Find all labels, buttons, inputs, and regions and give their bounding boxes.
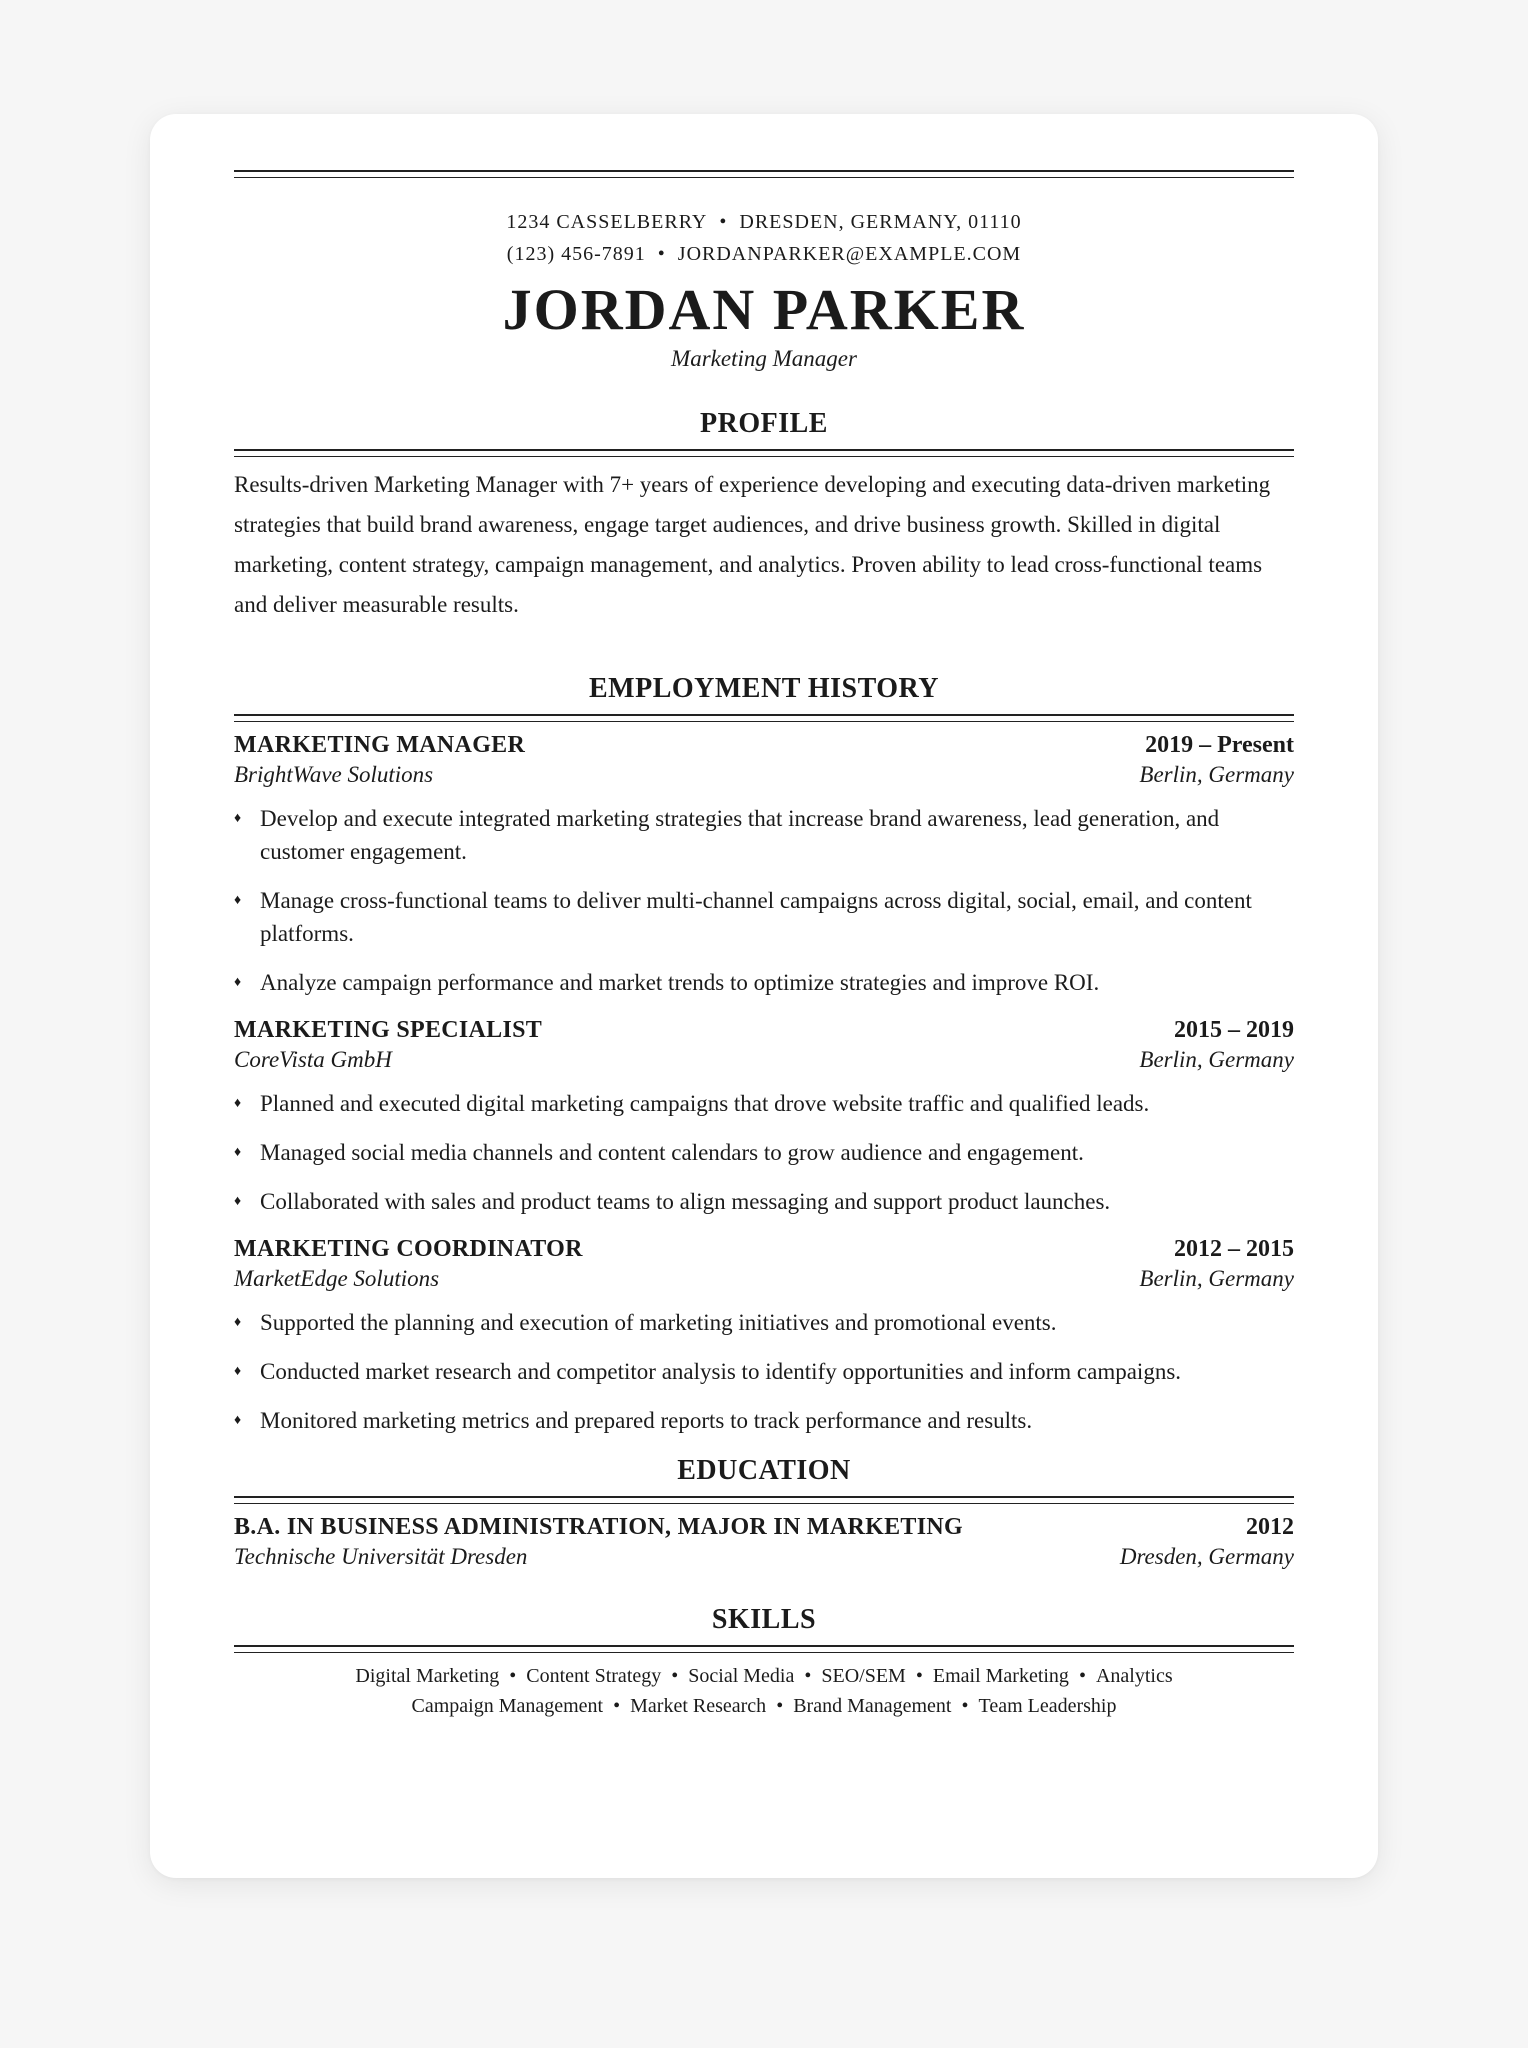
bullet-text: Develop and execute integrated marketing strategies that increase brand awareness, lead generation, and customer engagement. xyxy=(260,806,1220,864)
job-company: CoreVista GmbH xyxy=(234,1047,392,1072)
job-entry xyxy=(234,1017,1294,1218)
section-title-education: EDUCATION xyxy=(677,1455,851,1486)
skill-separator: • xyxy=(509,1665,517,1687)
bullet-text: Manage cross-functional teams to deliver multi-channel campaigns across digital, social, email, and content platforms. xyxy=(260,888,1252,946)
bullet-item xyxy=(234,802,1294,868)
bullet-item xyxy=(234,1404,1294,1437)
bullet-item xyxy=(234,1306,1294,1339)
diamond-bullet-icon: ♦ xyxy=(234,1364,242,1379)
job-header-row xyxy=(234,732,1294,759)
job-entry xyxy=(234,732,1294,999)
contact-city: DRESDEN, GERMANY, 01110 xyxy=(739,211,1022,233)
contact-block xyxy=(234,206,1294,270)
section-rule xyxy=(234,1496,1294,1504)
skill-item: Brand Management xyxy=(793,1695,952,1717)
skill-item: Team Leadership xyxy=(978,1695,1117,1717)
section-rule xyxy=(234,714,1294,722)
diamond-bullet-icon: ♦ xyxy=(234,1194,242,1209)
diamond-bullet-icon: ♦ xyxy=(234,811,242,826)
job-header-row xyxy=(234,1017,1294,1044)
bullet-item xyxy=(234,884,1294,950)
contact-separator: • xyxy=(657,243,666,265)
bullet-item xyxy=(234,966,1294,999)
diamond-bullet-icon: ♦ xyxy=(234,1315,242,1330)
job-title: MARKETING MANAGER xyxy=(234,732,526,758)
skill-separator: • xyxy=(961,1695,969,1717)
education-year: 2012 xyxy=(1246,1514,1294,1540)
job-dates: 2019 – Present xyxy=(1145,732,1294,758)
bullet-text: Conducted market research and competitor analysis to identify opportunities and inform campaigns. xyxy=(260,1359,1182,1384)
employment-section xyxy=(234,673,1294,1437)
skill-item: Analytics xyxy=(1095,1665,1173,1687)
education-header-row xyxy=(234,1514,1294,1541)
job-header-row xyxy=(234,1236,1294,1263)
skill-item: Market Research xyxy=(630,1695,767,1717)
contact-email[interactable]: JORDANPARKER@EXAMPLE.COM xyxy=(677,243,1022,265)
bullet-text: Supported the planning and execution of marketing initiatives and promotional events. xyxy=(260,1310,1057,1335)
contact-address: 1234 CASSELBERRY xyxy=(506,211,708,233)
job-location: Berlin, Germany xyxy=(1139,1266,1294,1291)
education-school: Technische Universität Dresden xyxy=(234,1544,528,1569)
job-title: MARKETING SPECIALIST xyxy=(234,1017,543,1043)
job-dates: 2012 – 2015 xyxy=(1174,1236,1294,1262)
job-company: MarketEdge Solutions xyxy=(234,1266,440,1291)
diamond-bullet-icon: ♦ xyxy=(234,893,242,908)
contact-phone-line xyxy=(234,238,1294,270)
profile-section xyxy=(234,408,1294,625)
section-title-employment: EMPLOYMENT HISTORY xyxy=(588,673,940,704)
section-rule xyxy=(234,1645,1294,1653)
job-company: BrightWave Solutions xyxy=(234,762,434,787)
diamond-bullet-icon: ♦ xyxy=(234,1096,242,1111)
education-degree: B.A. IN BUSINESS ADMINISTRATION, MAJOR IN MARKETING xyxy=(234,1514,963,1540)
education-location: Dresden, Germany xyxy=(1119,1544,1294,1569)
section-title-skills: SKILLS xyxy=(711,1604,817,1635)
bullet-item xyxy=(234,1355,1294,1388)
bullet-text: Analyze campaign performance and market trends to optimize strategies and improve ROI. xyxy=(260,970,1100,995)
job-bullet-list xyxy=(234,802,1294,999)
skill-item: Social Media xyxy=(688,1665,795,1687)
skill-separator: • xyxy=(613,1695,621,1717)
skills-line xyxy=(234,1661,1294,1691)
skills-line xyxy=(234,1691,1294,1721)
bullet-item xyxy=(234,1185,1294,1218)
bullet-text: Monitored marketing metrics and prepared reports to track performance and results. xyxy=(260,1408,1033,1433)
skill-item: Content Strategy xyxy=(526,1665,662,1687)
contact-separator: • xyxy=(719,211,728,233)
job-dates: 2015 – 2019 xyxy=(1174,1017,1294,1043)
section-rule xyxy=(234,449,1294,457)
job-sub-row xyxy=(234,1047,1294,1073)
contact-address-line xyxy=(234,206,1294,238)
skill-separator: • xyxy=(1078,1665,1086,1687)
skill-item: SEO/SEM xyxy=(821,1665,906,1687)
job-sub-row xyxy=(234,1266,1294,1292)
bullet-text: Collaborated with sales and product teams to align messaging and support product launches. xyxy=(260,1189,1111,1214)
skill-separator: • xyxy=(915,1665,923,1687)
bullet-item xyxy=(234,1087,1294,1120)
job-location: Berlin, Germany xyxy=(1139,762,1294,787)
resume-content xyxy=(234,170,1294,1721)
contact-phone[interactable]: (123) 456-7891 xyxy=(506,243,646,265)
resume-page xyxy=(150,114,1378,1878)
job-bullet-list xyxy=(234,1087,1294,1218)
skill-item: Email Marketing xyxy=(932,1665,1069,1687)
diamond-bullet-icon: ♦ xyxy=(234,975,242,990)
skill-separator: • xyxy=(671,1665,679,1687)
education-sub-row xyxy=(234,1544,1294,1570)
skill-item: Campaign Management xyxy=(411,1695,604,1717)
education-section xyxy=(234,1455,1294,1570)
candidate-role: Marketing Manager xyxy=(671,346,857,371)
skill-separator: • xyxy=(776,1695,784,1717)
candidate-name: JORDAN PARKER xyxy=(502,277,1026,342)
skill-item: Digital Marketing xyxy=(355,1665,500,1687)
bullet-text: Managed social media channels and content calendars to grow audience and engagement. xyxy=(260,1140,1084,1165)
section-title-profile: PROFILE xyxy=(700,408,828,439)
diamond-bullet-icon: ♦ xyxy=(234,1145,242,1160)
job-location: Berlin, Germany xyxy=(1139,1047,1294,1072)
diamond-bullet-icon: ♦ xyxy=(234,1413,242,1428)
jobs-list xyxy=(234,732,1294,1437)
skill-separator: • xyxy=(804,1665,812,1687)
profile-text: Results-driven Marketing Manager with 7+ years of experience developing and executing data-driven marketing strategies that build brand awareness, engage target audiences, and drive business growth. Skilled in digital marketing, content strategy, campaign management, and analytics. Proven ability to lead cross-functional teams and deliver measurable results. xyxy=(234,472,1271,617)
job-entry xyxy=(234,1236,1294,1437)
top-rule xyxy=(234,170,1294,178)
job-sub-row xyxy=(234,762,1294,788)
bullet-text: Planned and executed digital marketing campaigns that drove website traffic and qualified leads. xyxy=(260,1091,1150,1116)
bullet-item xyxy=(234,1136,1294,1169)
job-title: MARKETING COORDINATOR xyxy=(234,1236,583,1262)
skills-section xyxy=(234,1604,1294,1721)
skills-list xyxy=(234,1661,1294,1721)
job-bullet-list xyxy=(234,1306,1294,1437)
